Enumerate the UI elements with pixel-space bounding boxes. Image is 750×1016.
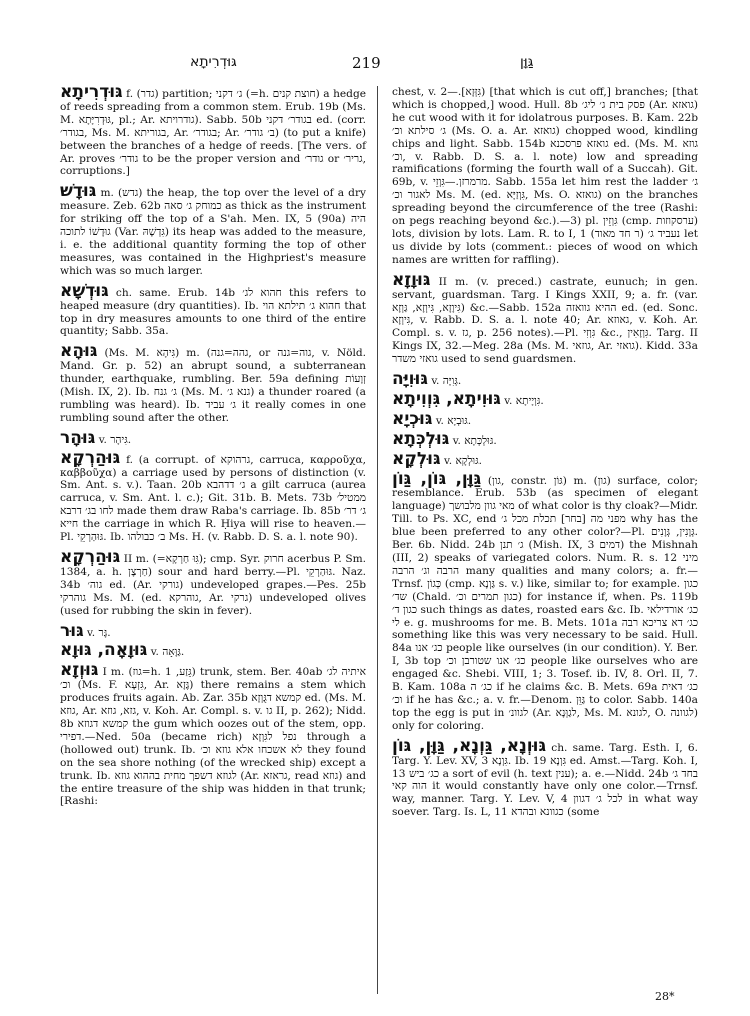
dictionary-entry [60,341,367,424]
entry-text: f. (גדר) partition; ג׳ דקני (=h. חוצת קנים) a hedge of reeds spreading from a common stem. Erub. 19b (Ms. M. גּוּדְרִיָּתָא, pl.; Ar. גודרויתא). Sabb. 50b בגודר׳ דקני ed. (corr. בגודר׳, Ms. M. בגוריתא, Ar. בגודר׳; Ar. ב׳ גודר׳) (to put a knife) between the branches of a hedge of reeds. [The vers. of Ar. proves גודר׳ to be the proper version and גודר׳ or גריר׳, corruptions.] [60,88,367,178]
entry-headword: גּוּלְכְּתָא [392,428,450,449]
column-divider [377,86,378,994]
entry-headword: גּוּדְשָׁא [60,280,109,301]
entry-text: v. גּוּבְיָא. [435,414,472,427]
entry-headword: גּוּכְיָא [392,408,433,429]
entry-text: chest, v. גִּזְּזָא].—2) [that which is cut off,] branches; [that which is chopped,] wood. Hull. 8b פסק בית ג׳ ליג׳ (Ar. גואזא) he cut wood with it for idolatrous purposes. B. Kam. 22b ג׳ סילתא וכ׳ (Ms. O. a. Ar. גואזא) chopped wood, kindling chips and light. Sabb. 154b גואזא פרסכנא ed. (Ms. M. גוזא וכ׳, v. Rabb. D. S. a. l. note) low and spreading ramifications (forming the fourth wall of a Succah). Git. 69b, v. מרמרזן.—גִּוְזֵי. Sabb. 155a let him rest the ladder ג׳ לאגור וכ׳ Ms. M. (ed. גִּוְזַיָּא, Ms. O. גואזא) on the branches spreading beyond the circumference of the tree (Rashi: on pegs reaching beyond &c.).—3) pl. גִּוְזֵין (cmp. ערסקוזות) lots, division by lots. Lam. R. to I, 1 (ר חד מאוד) נעביד ג׳ let us divide by lots (comment.: pieces of wood on which names are written for raffling). [392,86,699,266]
dictionary-entry [60,280,367,339]
right-column [392,86,698,826]
entry-text: v. גְּוִיָּה. [431,375,462,388]
dictionary-entry [60,181,367,277]
entry-headword: גּוּוִיָּה [392,369,428,390]
dictionary-entry [392,735,698,819]
entry-text: v. גּוּלְכְּתָא. [452,434,497,447]
dictionary-entry [60,547,367,618]
entry-headword: גּוּהַרְקָא [60,447,121,468]
dictionary-entry [392,369,698,390]
entry-headword: גּוּר [60,620,84,641]
entry-headword: גּוּהָא [60,341,98,362]
entry-headword: גַּוָּן, גּוֹן, גַּוֹן [392,468,482,489]
entry-headword: גּוּוָאָה, גּוּוָא [60,640,148,661]
entry-text: II m. (=גִּוּ חַרְקָא); cmp. Syr. חרוק acerbus P. Sm. 1384, a. h. חַרְצָן) sour and hard berry.—Pl. גּוּהַרְקֵי. Naz. 34b גוה׳ ed. (Ar. גורקי) undeveloped grapes.—Pes. 25b גוהרקי Ms. M. (ed. גוהרקא, Ar. גרקי) undeveloped olives (used for rubbing the skin in fever). [60,553,367,617]
entry-text: v. גּוּלְקָא. [443,454,483,467]
dictionary-entry [60,427,366,448]
dictionary-entry [392,86,698,267]
dictionary-entry [392,408,698,429]
entry-headword: גּוּדָשׁ [60,181,97,202]
dictionary-entry [60,447,367,544]
dictionary-entry [392,269,698,366]
dictionary-entry [392,388,698,409]
entry-text: (גון, constr. גּוֹן) m. (גון) surface, color; resemblance. Erub. 53b (as specimen of elegant language) מאי גוון מלבושך of what color is thy cloak?—Midr. Till. to Ps. XC, end מפני מה [בחר] תכלת מכל ג׳ why has the blue been preferred to any other color?—Pl. גְּוָנִין, גְּוָנִים. Ber. 6b. Nidd. 24b ג׳ תנן (Mish. IX, 3 דמים) the Mishnah (III, 2) speaks of variegated colors. Num. R. s. 12 מיני הרבה וג׳ הרבה many qualities and many colors; a. fr.—Trnsf. כְּגוֹן (cmp. גַּוְנָא s. v.) like, similar to; for example. כגון שד׳ (Chald. כגון תמרים וכ׳) for instance if, when. Ps. 119b כגון ד׳ such things as dates, roasted ears &c. Ib. כג׳ אורדילאי לי e. g. mushrooms for me. B. Mets. 101a כג׳ דא צריכא רבה something like this was very necessary to be said. Hull. 84a כג׳ אנו people like ourselves (in our condition). Y. Ber. I, 3b top כג׳ אנו שטורבן וכ׳ people like ourselves who are engaged &c. Shebi. VIII, 1; 3. Tosef. ib. IV, 8. Orl. II, 7. B. Kam. 108a כג׳ ה if he claims &c. B. Mets. 69a כג׳ דאית וכ׳ if he has &c.; a. v. fr.—Denom. גַּוֵּן to color. Sabb. 140a top the egg is put in לגוונ׳ (Ar. לגַוְּנָא, Ms. M. לגונא, O. לגוונה) only for coloring. [392,474,699,732]
page-signature: 28* [655,990,675,1003]
entry-text: II m. (v. preced.) castrate, eunuch; in gen. servant, guardsman. Targ. I Kings XXII, 9; a. fr. (var. גִּיוָזָא, גִּיוְזָא, גַּוְזָא) &c.—Sabb. 152a ההיא גוואזה ed. (ed. Sonc. גִּיוְזָא, v. Rabb. D. S. a. l. note 40; Ar. גאוזא, v. Koh. Ar. Compl. s. v. גז, p. 256 notes).—Pl. גִּוְזִי &c., גִּוְזָאִין. Targ. II Kings IX, 32.—Meg. 28a (Ms. M. גוזאי, Ar. גואזי). Kidd. 33a גואזי משדר used to send guardsmen. [392,275,698,366]
entry-text: v. גָּר. [87,626,111,639]
left-column [60,82,367,815]
dictionary-entry [60,640,366,661]
entry-headword: גּוּהַרְקָא [60,547,121,567]
entry-text: v. גַּוָּאָה. [150,646,185,659]
running-head-right: גַּוָּן [520,54,534,70]
dictionary-entry [60,620,366,641]
entry-text: v. גִּוְיָיתָא. [504,394,544,407]
dictionary-entry [60,660,367,808]
entry-text: v. גִּיהָר. [98,433,132,446]
entry-headword: גּוּהָר [60,427,96,448]
dictionary-entry [392,468,699,733]
entry-headword: גּוּוָזָא [392,269,431,290]
entry-text: (Ms. M. גִּיהָא) m. (גהה=גנה, or גוה=גנה, v. Nöld. Mand. Gr. p. 52) an abrupt sound, a subterranean thunder, earthquake, rumbling. Ber. 59a defining זְוָעוֹת (Mish. IX, 2). Ib. ג׳ גנח (Ms. M. גנא ג׳) a thunder roared (a rumbling was heard). Ib. ג׳ עביד it really comes in one rumbling sound after the other. [60,347,367,424]
entry-headword: גּוּוְזָא [60,660,99,681]
entry-text: f. (a corrupt. of גרהוקא, carruca, καρροῦχα, καββοῦχα) a carriage used by persons of distinction (v. Sm. Ant. s. v.). Taan. 20b ג׳ דדהבא a gilt carruca (aurea carruca, v. Sm. Ant. l. c.); Git. 31b. B. Mets. 73b ממטיל׳ לחו בג׳ דרבא made them draw Raba's carriage. Ib. 85b ג׳ דר׳ חייא the carriage in which R. Ḥiya will rise to heaven.—Pl. גּוּהַרְקֵי. Ib. ב׳ כבולהו Ms. H. (v. Rabb. D. S. a. l. note 90). [60,453,367,544]
entry-text: ch. same. Targ. Esth. I, 6. Targ. Y. Lev. XV, 3 גִּוְנָא. Ib. 19 גִּוְנָא ed. Amst.—Targ. Koh. I, 13 כג׳ ביש a sort of evil (h. text ענין); a. e.—Nidd. 24b בחד ג׳ הוה קאי it would constantly have only one color.—Trnsf. way, manner. Targ. Y. Lev. V, 4 לכל ג׳ דגוון in what way soever. Targ. Is. L, 11 כגוונא ובהדא (some [392,741,698,819]
dictionary-entry [392,428,698,449]
dictionary-entry [60,82,367,178]
page-number: 219 [352,54,381,72]
entry-headword: גּוּדְרִיתָא [60,82,123,102]
entry-text: m. (גדש) the heap, the top over the level of a dry measure. Zeb. 62b כמוחק ג׳ סאה as thick as the instrument for striking off the top of a S'ah. Men. IX, 5 (90a) היה גוּדָשׁוֹ לתוכה (Var. גִּדְשָׁהּ) its heap was added to the measure, i. e. the additional quantity forming the top of other measures, was contained in the Highpriest's measure which was so much larger. [60,187,367,277]
entry-headword: גּוּלְקָא [392,448,441,469]
entry-text: ch. same. Erub. 14b חהוא לג׳ this refers to heaped measure (dry quantities). Ib. חהוא ג׳ תילתא הוי that top in dry measures amounts to one third of the entire quantity; Sabb. 35a. [60,286,367,338]
entry-headword: גּוּוְנָא, גַּוְנָא, גַּוָּן, גּוֹן [392,735,547,756]
entry-text: I m. (גוז=h. גֵּזַע, 1) trunk, stem. Ber. 40ab איתיה לג׳ וכ׳ (Ms. F. גִּזְעָא, Ar. גֶּזָא) there remains a stem which produces fruits again. Ab. Zar. 35b קמשא דגֻּוְזָא ed. (Ms. M. גוזא, Ar. גזא, גוזא, v. Koh. Ar. Compl. s. v. גו II, p. 262); Nidd. 8b קמשא דגוזא the gum which oozes out of the stem, opp. דפירי.—Ned. 50a (became rich) נפל לגִּוְזָא through a (hollowed out) trunk. Ib. לא אשכחו אלא גוזא וכ׳ they found on the sea shore nothing (of the wrecked ship) except a trunk. Ib. לגוזא דשפך מחית בההוא גוזא (Ar. גראזא, read גוזא) and the entire treasure of the ship was hidden in that trunk; [Rashi: [60,666,367,808]
entry-headword: גּוּוִיתָא, גִּוְוִיתָא [392,388,501,409]
running-head-left: גּוּדְרִיתָא [190,54,237,70]
dictionary-entry [392,448,698,469]
